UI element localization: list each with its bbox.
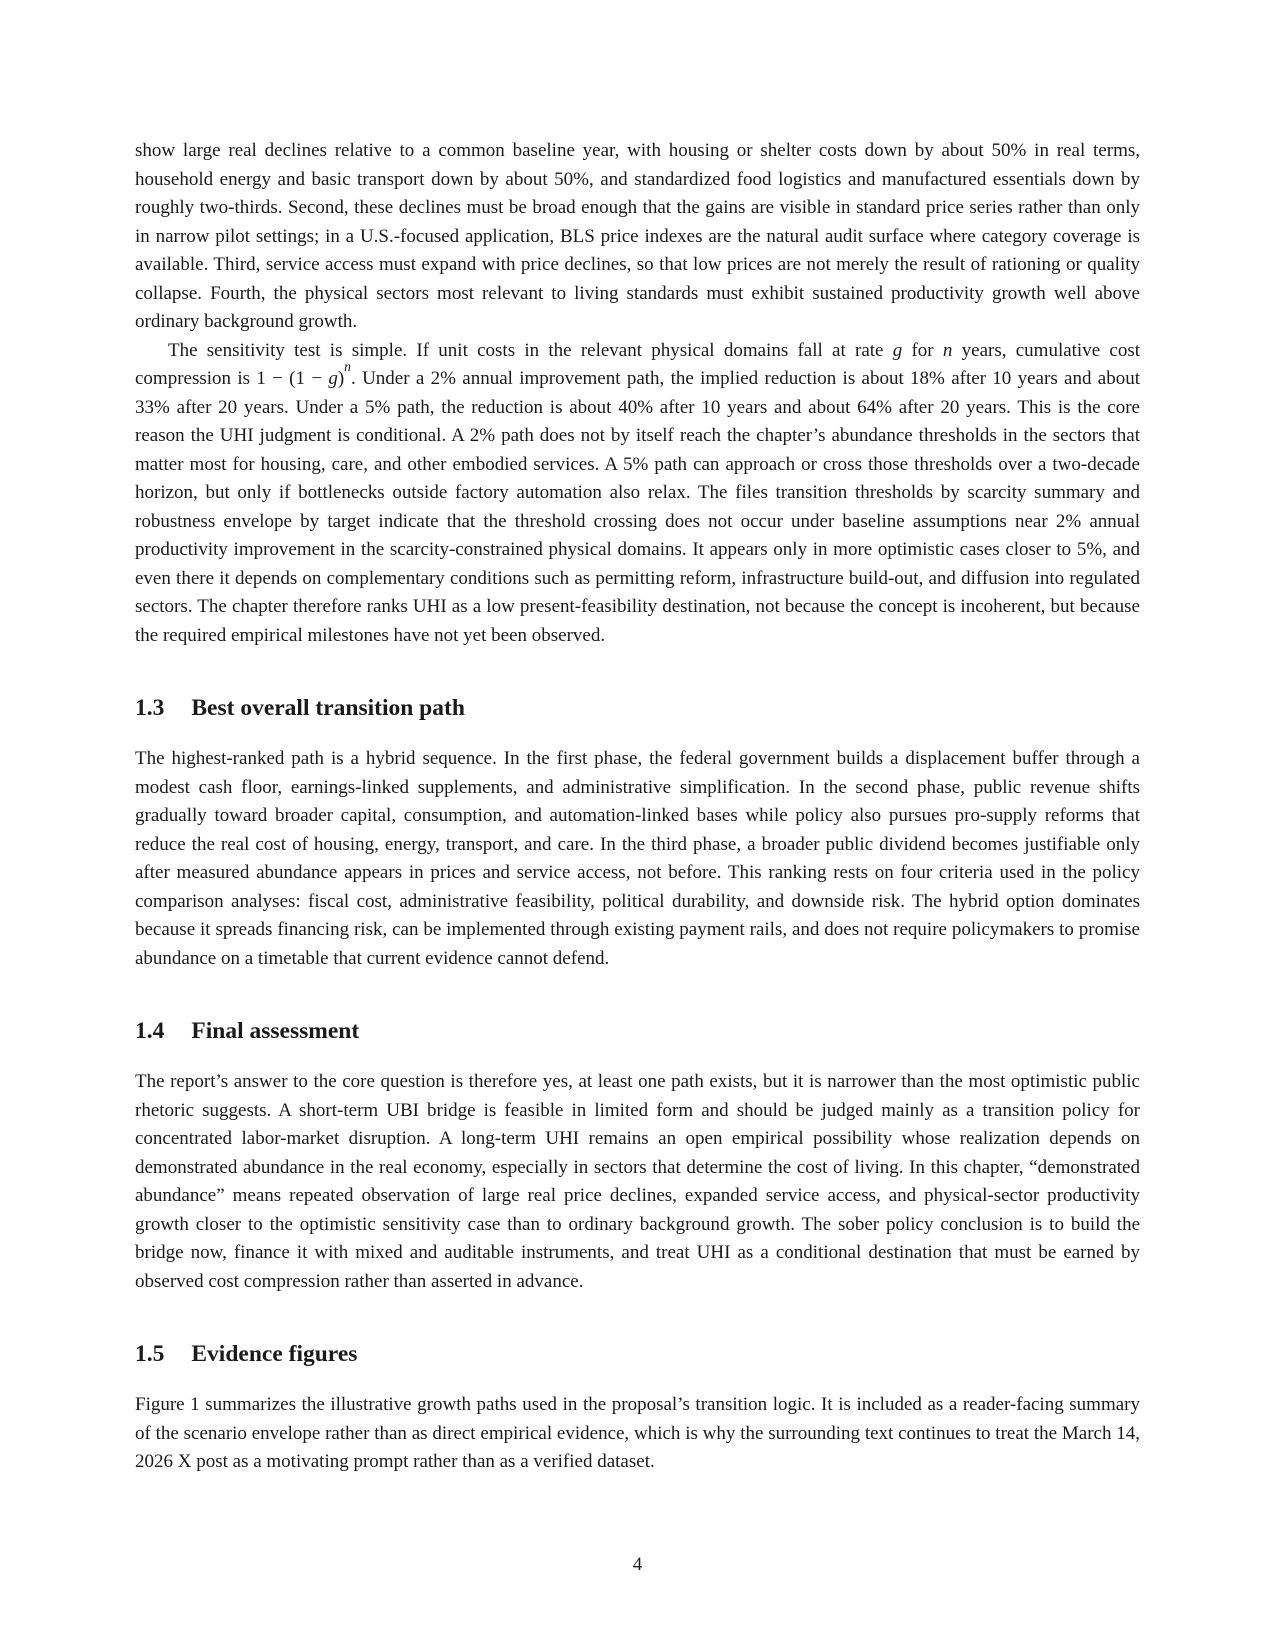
math-var-n: n: [942, 339, 953, 361]
math-exponent-n: n: [344, 358, 352, 374]
math-var-g2: g: [328, 368, 338, 389]
sensitivity-text-5: . Under a 2% annual improvement path, the implied reduction is about 18% after 10 years and about 33% after 20 years. Under a 5% path, the reduction is about 40% after 10 years and about 64% after 20 years. This is the core reason the UHI judgment is conditional. A 2% path does not by itself reach the chapter’s abundance thresholds in the sectors that matter most for housing, care, and other embodied services. A 5% path can approach or cross those thresholds over a two-decade horizon, but only if bottlenecks outside factory automation also relax. The files transition thresholds by scarcity summary and robustness envelope by target indicate that the threshold crossing does not occur under baseline assumptions near 2% annual productivity improvement in the scarcity-constrained physical domains. It appears only in more optimistic cases closer to 5%, and even there it depends on complementary conditions such as permitting reform, infrastructure build-out, and diffusion into regulated sectors. The chapter therefore ranks UHI as a low present-feasibility destination, not because the concept is incoherent, but because the required empirical milestones have not yet been observed.: [135, 368, 1140, 646]
section-number: 1.5: [135, 1341, 165, 1367]
paragraph-continuation: show large real declines relative to a common baseline year, with housing or shelter costs down by about 50% in real terms, household energy and basic transport down by about 50%, and standardized food logistics and manufactured essentials down by roughly two-thirds. Second, these declines must be broad enough that the gains are visible in standard price series rather than only in narrow pilot settings; in a U.S.-focused application, BLS price indexes are the natural audit surface where category coverage is available. Third, service access must expand with price declines, so that low prices are not merely the result of rationing or quality collapse. Fourth, the physical sectors most relevant to living standards must exhibit sustained productivity growth well above ordinary background growth.: [135, 140, 1140, 332]
paragraph-evidence-figures: Figure 1 summarizes the illustrative growth paths used in the proposal’s transition logic. It is included as a reader-facing summary of the scenario envelope rather than as direct empirical evidence, which is why the surrounding text continues to treat the March 14, 2026 X post as a motivating prompt rather than as a verified dataset.: [135, 1394, 1140, 1472]
paragraph-sensitivity-test: [135, 337, 1140, 651]
sensitivity-text-4: ): [337, 368, 345, 389]
section-heading-1-5: [135, 1340, 1140, 1368]
section-title: Best overall transition path: [191, 695, 465, 721]
section-title: Final assessment: [191, 1018, 360, 1044]
page-number: 4: [632, 1553, 643, 1575]
sensitivity-text-1: The sensitivity test is simple. If unit costs in the relevant physical domains fall at rate: [168, 339, 893, 361]
section-number: 1.3: [135, 695, 165, 721]
math-var-g: g: [892, 339, 903, 361]
section-number: 1.4: [135, 1018, 165, 1044]
section-heading-1-3: [135, 694, 1140, 722]
section-title: Evidence figures: [191, 1341, 358, 1367]
sensitivity-text-3: years, cumulative cost compression is 1 − (1 −: [135, 339, 1141, 389]
paragraph-transition-path: The highest-ranked path is a hybrid sequence. In the first phase, the federal government builds a displacement buffer through a modest cash floor, earnings-linked supplements, and administrative simplification. In the second phase, public revenue shifts gradually toward broader capital, consumption, and automation-linked bases while policy also pursues pro-supply reforms that reduce the real cost of housing, energy, transport, and care. In the third phase, a broader public dividend becomes justifiable only after measured abundance appears in prices and service access, not before. This ranking rests on four criteria used in the policy comparison analyses: fiscal cost, administrative feasibility, political durability, and downside risk. The hybrid option dominates because it spreads financing risk, can be implemented through existing payment rails, and does not require policymakers to promise abundance on a timetable that current evidence cannot defend.: [135, 748, 1140, 969]
paragraph-final-assessment: The report’s answer to the core question is therefore yes, at least one path exists, but it is narrower than the most optimistic public rhetoric suggests. A short-term UBI bridge is feasible in limited form and should be judged mainly as a transition policy for concentrated labor-market disruption. A long-term UHI remains an open empirical possibility whose realization depends on demonstrated abundance in the real economy, especially in sectors that determine the cost of living. In this chapter, “demonstrated abundance” means repeated observation of large real price declines, expanded service access, and physical-sector productivity growth closer to the optimistic sensitivity case than to ordinary background growth. The sober policy conclusion is to build the bridge now, finance it with mixed and auditable instruments, and treat UHI as a conditional destination that must be earned by observed cost compression rather than asserted in advance.: [135, 1071, 1140, 1292]
sensitivity-text-2: for: [902, 339, 943, 361]
section-heading-1-4: [135, 1017, 1140, 1045]
